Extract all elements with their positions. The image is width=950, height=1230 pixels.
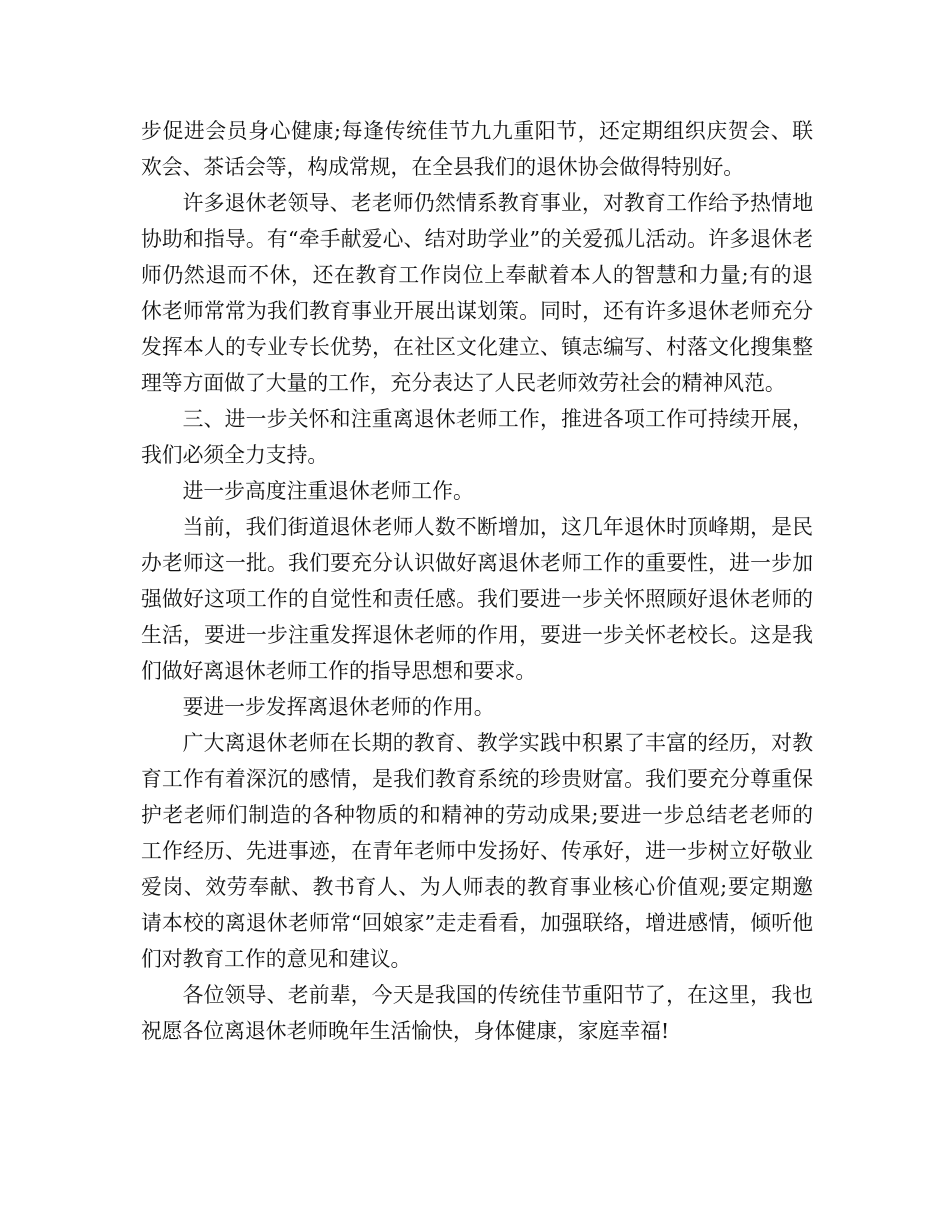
paragraph-retired-teachers-contribution: 许多退休老领导、老老师仍然情系教育事业，对教育工作给予热情地协助和指导。有“牵手献爱心、结对助学业”的关爱孤儿活动。许多退休老师仍然退而不休，还在教育工作岗位上奉献着本人的智慧和力量;有的退休老师常常为我们教育事业开展出谋划策。同时，还有许多退休老师充分发挥本人的专业专长优势，在社区文化建立、镇志编写、村落文化搜集整理等方面做了大量的工作，充分表达了人民老师效劳社会的精神风范。 (141, 191, 813, 395)
document-body (141, 113, 813, 1049)
paragraph-subheading-attention: 进一步高度注重退休老师工作。 (182, 479, 474, 503)
paragraph-continuation: 步促进会员身心健康;每逢传统佳节九九重阳节，还定期组织庆贺会、联欢会、茶话会等，构成常规，在全县我们的退休协会做得特别好。 (141, 119, 813, 179)
paragraph-experience-wealth: 广大离退休老师在长期的教育、教学实践中积累了丰富的经历，对教育工作有着深沉的感情，是我们教育系统的珍贵财富。我们要充分尊重保护老老师们制造的各种物质的和精神的劳动成果;要进一步总结老老师的工作经历、先进事迹，在青年老师中发扬好、传承好，进一步树立好敬业爱岗、效劳奉献、教书育人、为人师表的教育事业核心价值观;要定期邀请本校的离退休老师常“回娘家”走走看看，加强联络，增进感情，倾听他们对教育工作的意见和建议。 (141, 731, 813, 971)
paragraph-section-three-heading: 三、进一步关怀和注重离退休老师工作，推进各项工作可持续开展，我们必须全力支持。 (141, 407, 813, 467)
paragraph-current-situation: 当前，我们街道退休老师人数不断增加，这几年退休时顶峰期，是民办老师这一批。我们要充分认识做好离退休老师工作的重要性，进一步加强做好这项工作的自觉性和责任感。我们要进一步关怀照顾好退休老师的生活，要进一步注重发挥退休老师的作用，要进一步关怀老校长。这是我们做好离退休老师工作的指导思想和要求。 (141, 515, 813, 683)
paragraph-closing-wishes: 各位领导、老前辈，今天是我国的传统佳节重阳节了，在这里，我也祝愿各位离退休老师晚年生活愉快，身体健康，家庭幸福! (141, 983, 813, 1043)
paragraph-subheading-role: 要进一步发挥离退休老师的作用。 (182, 695, 495, 719)
